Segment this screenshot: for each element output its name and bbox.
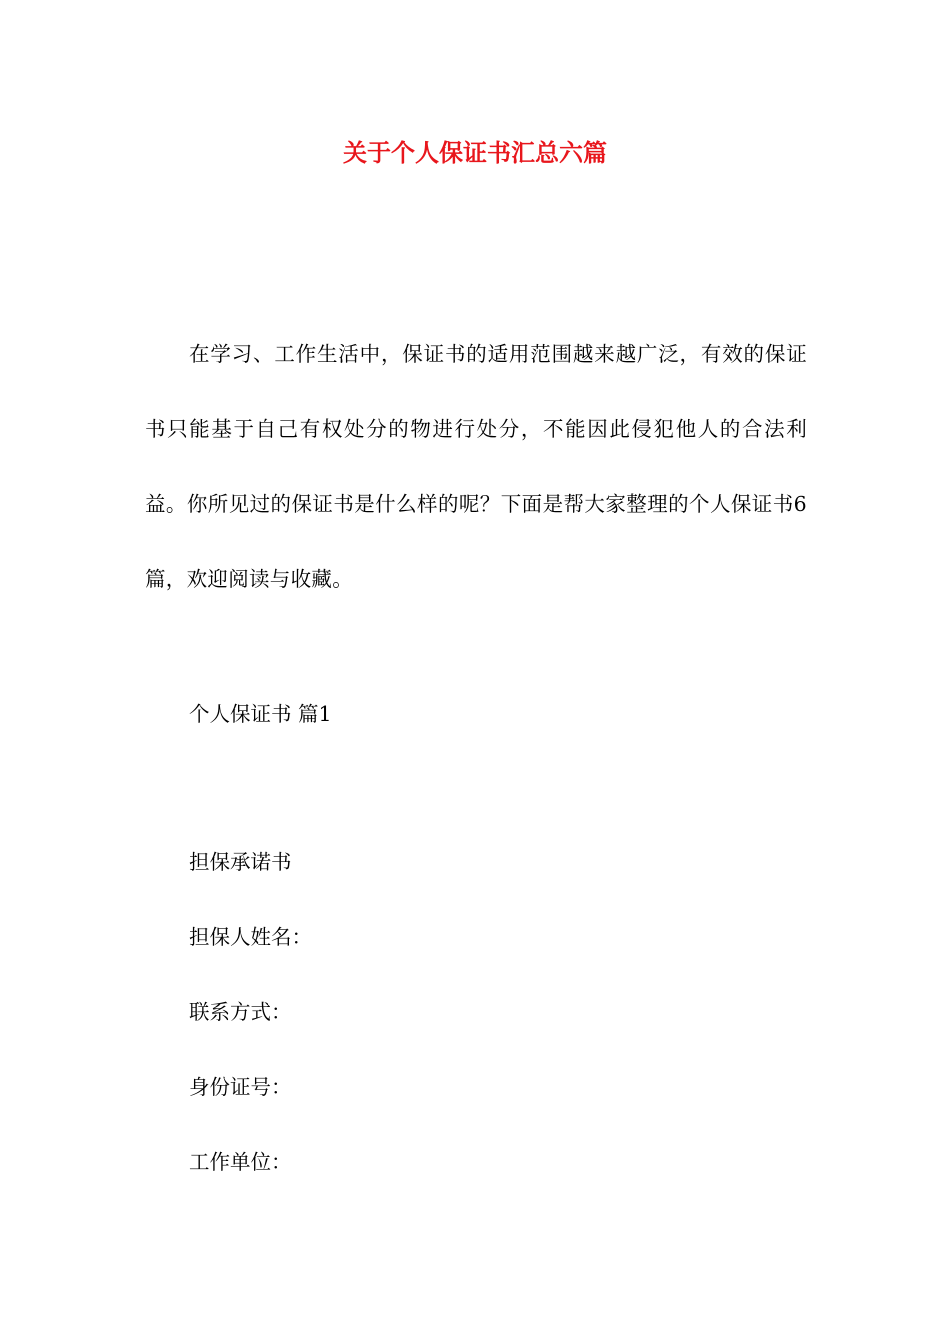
document-title: 关于个人保证书汇总六篇	[343, 138, 607, 167]
field-workplace: 工作单位：	[189, 1150, 292, 1174]
section-heading: 个人保证书 篇1	[189, 702, 332, 726]
field-contact: 联系方式：	[189, 1000, 292, 1024]
letter-title: 担保承诺书	[189, 850, 292, 874]
field-id-number: 身份证号：	[189, 1075, 292, 1099]
field-guarantor-name: 担保人姓名：	[189, 925, 312, 949]
intro-paragraph: 在学习、工作生活中，保证书的适用范围越来越广泛，有效的保证书只能基于自己有权处分的物进行处分，不能因此侵犯他人的合法利益。你所见过的保证书是什么样的呢？下面是帮大家整理的个人保证书6篇，欢迎阅读与收藏。	[145, 342, 807, 591]
